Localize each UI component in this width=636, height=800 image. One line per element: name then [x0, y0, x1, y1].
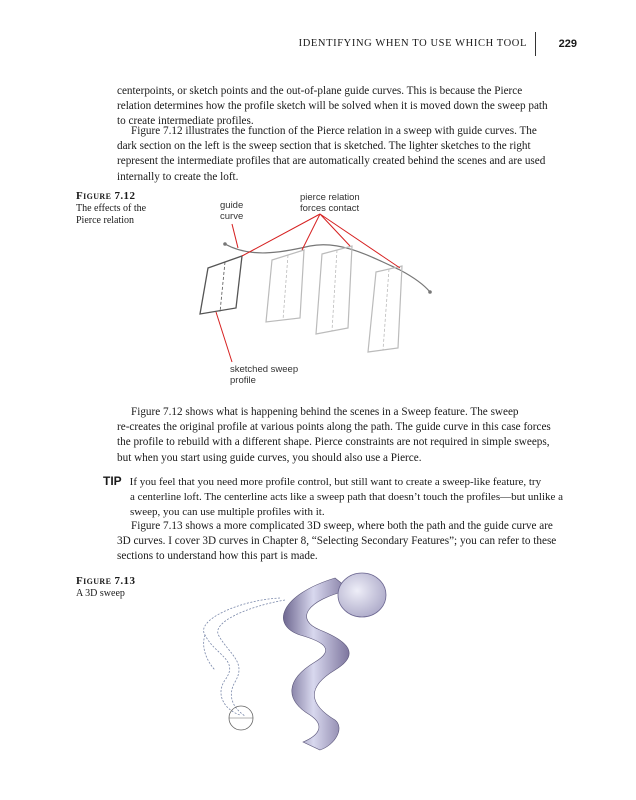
- text-line: the profile to rebuild with a different shape. Pierce constraints are not required in simple sweeps,: [117, 436, 550, 449]
- label-curve: curve: [220, 211, 244, 222]
- text-line: Figure 7.12 illustrates the function of the Pierce relation in a sweep with guide curves. The: [131, 125, 537, 137]
- tip-line: If you feel that you need more profile control, but still want to create a sweep-like feature, try: [129, 476, 542, 488]
- text-line: to create intermediate profiles.: [117, 115, 254, 128]
- running-head-divider: [535, 32, 536, 56]
- sweep-path-3d: [204, 598, 285, 716]
- text-line: 3D curves. I cover 3D curves in Chapter 8, “Selecting Secondary Features”; you can refer to these: [117, 535, 557, 548]
- text-line: but when you start using guide curves, you should also use a Pierce.: [117, 451, 422, 464]
- text-line: sections to understand how this part is made.: [117, 550, 318, 563]
- running-head-title: IDENTIFYING WHEN TO USE WHICH TOOL: [298, 38, 527, 49]
- swept-solid-end-cap: [338, 573, 386, 617]
- figure-7-13-caption: [76, 575, 176, 600]
- text-line: represent the intermediate profiles that are automatically created behind the scenes and are used: [117, 155, 546, 168]
- caption-line: A 3D sweep: [76, 587, 125, 599]
- tip-box: [103, 474, 587, 521]
- tip-line: sweep, you can use multiple profiles with it.: [130, 506, 325, 519]
- sketched-profile: [200, 256, 242, 314]
- figure-7-12-diagram: [180, 188, 460, 388]
- paragraph-2: [117, 124, 587, 185]
- running-head: [0, 38, 585, 54]
- text-line: internally to create the loft.: [117, 170, 239, 183]
- callout-lines: [216, 214, 400, 362]
- tip-line: a centerline loft. The centerline acts like a sweep path that doesn’t touch the profiles—but unlike a: [130, 491, 564, 504]
- label-profile: profile: [230, 375, 256, 386]
- text-line: Figure 7.12 shows what is happening behind the scenes in a Sweep feature. The sweep: [131, 406, 519, 418]
- text-line: dark section on the left is the sweep section that is sketched. The lighter sketches to the right: [117, 140, 531, 153]
- paragraph-3: [117, 405, 587, 466]
- figure-7-13-title: Figure 7.13: [76, 575, 136, 587]
- guide-curve-end: [428, 290, 432, 294]
- paragraph-1: [117, 84, 587, 130]
- paragraph-4: [117, 519, 587, 565]
- tip-label: TIP: [103, 474, 122, 488]
- text-line: re-creates the original profile at various points along the path. The guide curve in this case forces: [117, 421, 551, 434]
- text-line: Figure 7.13 shows a more complicated 3D sweep, where both the path and the guide curve are: [131, 520, 553, 532]
- page-number: 229: [558, 38, 577, 50]
- figure-7-13-diagram: [185, 570, 405, 760]
- figure-7-12-title: Figure 7.12: [76, 190, 136, 202]
- caption-line: The effects of the: [76, 202, 147, 214]
- label-guide: guide: [220, 200, 244, 211]
- label-pierce: pierce relation: [300, 192, 360, 203]
- guide-curve-start: [223, 242, 227, 246]
- text-line: centerpoints, or sketch points and the out-of-plane guide curves. This is because the Pierce: [117, 85, 523, 97]
- label-forces-contact: forces contact: [300, 203, 360, 214]
- figure-7-12-caption: [76, 190, 176, 228]
- label-sketched: sketched sweep: [230, 364, 299, 375]
- caption-line: Pierce relation: [76, 215, 135, 226]
- text-line: relation determines how the profile sketch will be solved when it is moved down the sweep path: [117, 100, 548, 113]
